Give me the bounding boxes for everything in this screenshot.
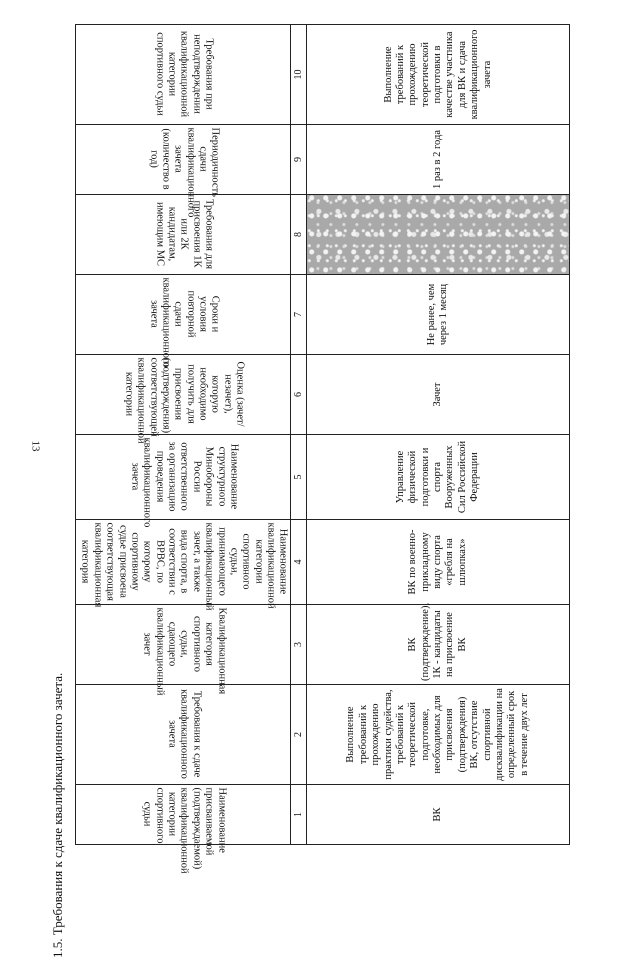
table-cell: Выполнение требований к прохождению теоретической подготовки в качестве участника для ВК и сдача квалификационного зачета — [307, 25, 570, 125]
table-cell: Выполнение требований к прохождению практики судейства, требований к теоретической подготовке, необходимых для присвоения (подтверждения) ВК, отсутствие спортивной дисквалификации на определенный срок в течение двух лет — [307, 685, 570, 785]
section-title: 1.5. Требования к сдаче квалификационного зачета. — [50, 672, 65, 958]
page-number: 13 — [29, 440, 42, 452]
table-cell: ВК — [307, 785, 570, 845]
column-number: 10 — [291, 25, 307, 125]
table-cell: 1 раз в 2 года — [307, 125, 570, 195]
column-number: 6 — [291, 355, 307, 435]
table-cell: Зачет — [307, 355, 570, 435]
shaded-empty-cell — [307, 195, 570, 275]
column-header: Требования для присвоения 1К или 2К кандидатам, имеющим МС — [76, 195, 291, 275]
column-header: Наименование структурного Минобороны России ответственного за организацию проведения квалификационного зачета — [76, 435, 291, 520]
table-row — [307, 25, 570, 845]
column-header: Наименование присваиваемой (подтверждаемой) квалификационной категории спортивного судьи — [76, 785, 291, 845]
column-header: Квалификационная категория спортивного судьи, сдающего квалификационный зачет — [76, 605, 291, 685]
column-number: 8 — [291, 195, 307, 275]
column-number: 7 — [291, 275, 307, 355]
column-number-row — [291, 25, 307, 845]
table-cell: ВК по военно-прикладному виду спорта «гребля на шлюпках» — [307, 520, 570, 605]
table-cell: Не ранее, чем через 1 месяц — [307, 275, 570, 355]
table-cell: ВК (подтверждение), 1К - кандидаты на присвоение ВК — [307, 605, 570, 685]
column-header: Требования к сдаче квалификационного зачета — [76, 685, 291, 785]
column-number: 9 — [291, 125, 307, 195]
column-number: 3 — [291, 605, 307, 685]
column-header: Периодичность сдачи квалификационного зачета (количество в год) — [76, 125, 291, 195]
column-header: Сроки и условия повторной сдачи квалификационного зачета — [76, 275, 291, 355]
table-header-row — [76, 25, 291, 845]
column-number: 4 — [291, 520, 307, 605]
column-header: Оценка (зачет/незачет), которую необходимо получить для присвоения (подтверждения) соответствующей квалификационной категории — [76, 355, 291, 435]
requirements-table-container — [75, 25, 570, 875]
table-cell: Управление физической подготовки и спорта Вооруженных Сил Российской Федерации — [307, 435, 570, 520]
column-header: Требования при неподтверждении квалификационной категории спортивного судьи — [76, 25, 291, 125]
column-header: Наименование квалификационной категории спортивного судьи, принимающего квалификационный зачет, а также вида спорта, в соответствии с ВРВС, по которому спортивному судье присвоена соответствующая квалификационная категория — [76, 520, 291, 605]
column-number: 2 — [291, 685, 307, 785]
column-number: 5 — [291, 435, 307, 520]
column-number: 1 — [291, 785, 307, 845]
requirements-table — [75, 24, 570, 875]
